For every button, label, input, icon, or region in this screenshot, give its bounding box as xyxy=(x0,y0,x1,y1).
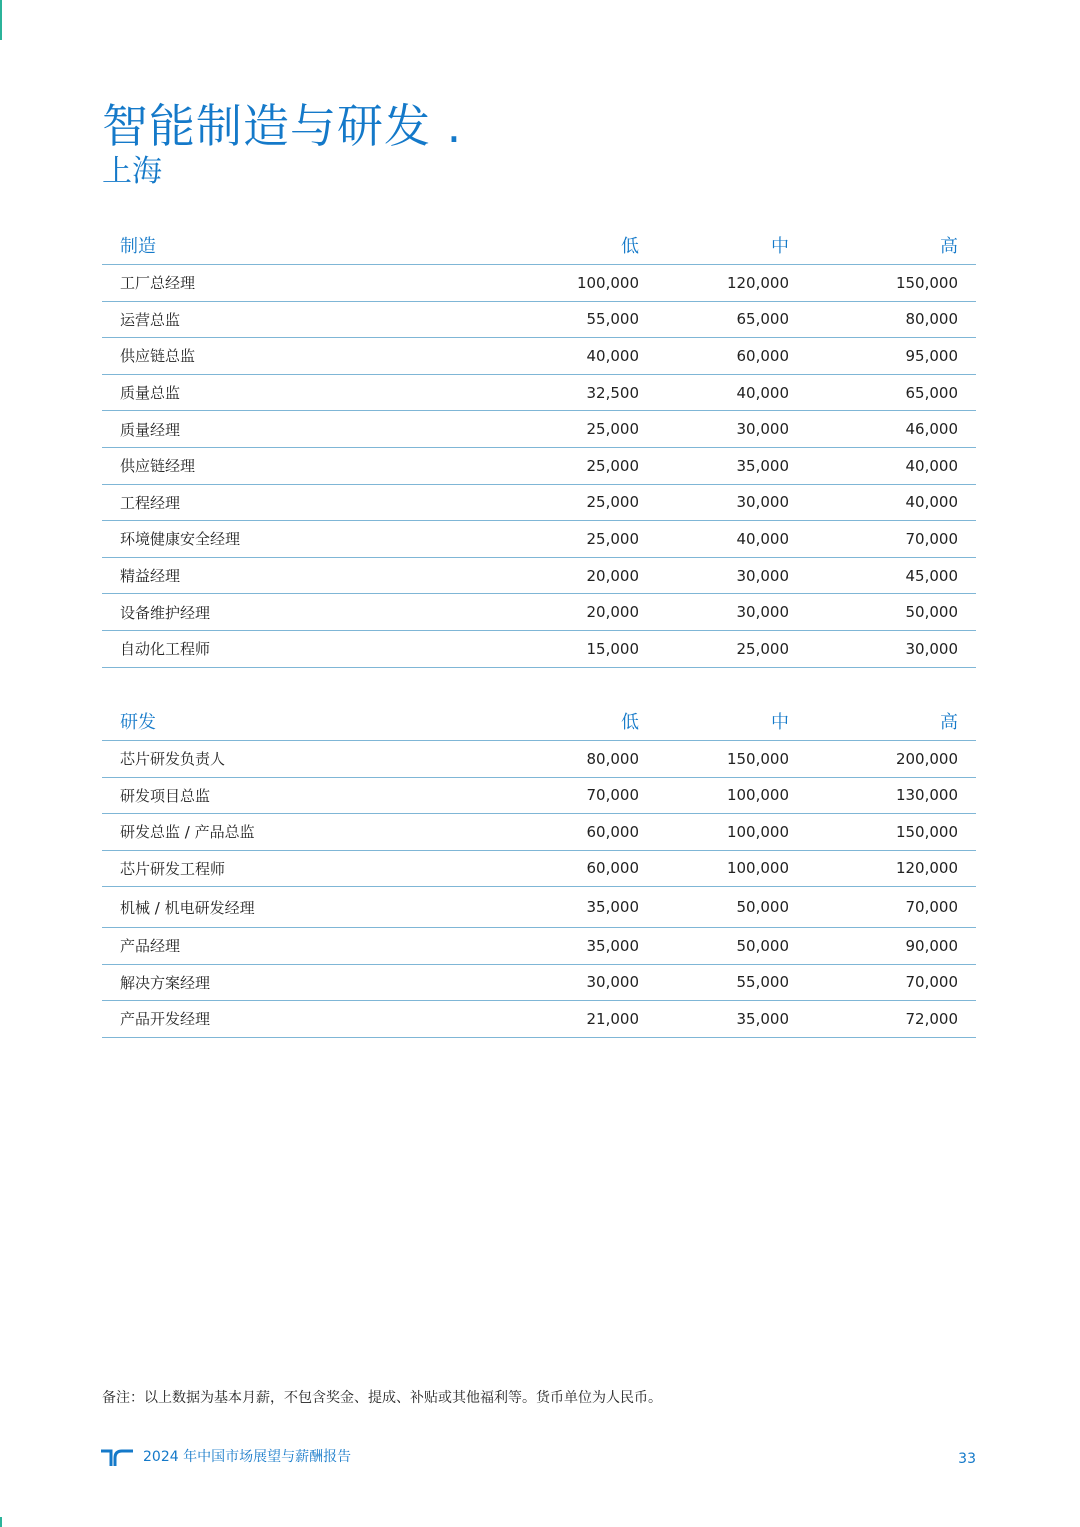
salary-mid: 100,000 xyxy=(657,814,807,851)
edge-accent-top xyxy=(0,0,2,40)
job-title: 产品开发经理 xyxy=(102,1001,522,1038)
job-title: 研发项目总监 xyxy=(102,777,522,814)
salary-mid: 30,000 xyxy=(657,594,807,631)
salary-high: 72,000 xyxy=(807,1001,976,1038)
job-title: 解决方案经理 xyxy=(102,964,522,1001)
salary-low: 70,000 xyxy=(522,777,657,814)
table-row xyxy=(102,630,976,667)
salary-high: 70,000 xyxy=(807,521,976,558)
salary-high: 40,000 xyxy=(807,447,976,484)
salary-mid: 60,000 xyxy=(657,338,807,375)
salary-low: 25,000 xyxy=(522,484,657,521)
job-title: 芯片研发负责人 xyxy=(102,741,522,778)
job-title: 芯片研发工程师 xyxy=(102,850,522,887)
table-row xyxy=(102,301,976,338)
header-category: 制造 xyxy=(102,226,522,265)
table-row xyxy=(102,594,976,631)
header-mid: 中 xyxy=(657,702,807,741)
salary-mid: 100,000 xyxy=(657,850,807,887)
table-row xyxy=(102,265,976,302)
job-title: 研发总监 / 产品总监 xyxy=(102,814,522,851)
header-category: 研发 xyxy=(102,702,522,741)
salary-high: 40,000 xyxy=(807,484,976,521)
salary-low: 35,000 xyxy=(522,928,657,965)
salary-mid: 120,000 xyxy=(657,265,807,302)
table-row xyxy=(102,741,976,778)
salary-low: 21,000 xyxy=(522,1001,657,1038)
brand-logo-icon xyxy=(100,1448,134,1468)
job-title: 设备维护经理 xyxy=(102,594,522,631)
salary-mid: 150,000 xyxy=(657,741,807,778)
rnd-salary-table xyxy=(102,702,976,1038)
salary-low: 32,500 xyxy=(522,374,657,411)
salary-low: 60,000 xyxy=(522,850,657,887)
salary-low: 30,000 xyxy=(522,964,657,1001)
salary-low: 35,000 xyxy=(522,887,657,928)
salary-mid: 100,000 xyxy=(657,777,807,814)
salary-low: 40,000 xyxy=(522,338,657,375)
salary-mid: 65,000 xyxy=(657,301,807,338)
salary-low: 25,000 xyxy=(522,521,657,558)
job-title: 供应链经理 xyxy=(102,447,522,484)
table-row xyxy=(102,338,976,375)
salary-low: 100,000 xyxy=(522,265,657,302)
report-title: 2024 年中国市场展望与薪酬报告 xyxy=(143,1449,352,1465)
table-header-row xyxy=(102,226,976,265)
salary-mid: 30,000 xyxy=(657,411,807,448)
job-title: 产品经理 xyxy=(102,928,522,965)
header-low: 低 xyxy=(522,226,657,265)
job-title: 机械 / 机电研发经理 xyxy=(102,887,522,928)
table-row xyxy=(102,521,976,558)
job-title: 质量经理 xyxy=(102,411,522,448)
table-row xyxy=(102,374,976,411)
salary-high: 46,000 xyxy=(807,411,976,448)
salary-high: 70,000 xyxy=(807,887,976,928)
manufacturing-salary-table xyxy=(102,226,976,668)
table-row xyxy=(102,411,976,448)
job-title: 质量总监 xyxy=(102,374,522,411)
salary-mid: 40,000 xyxy=(657,521,807,558)
job-title: 工程经理 xyxy=(102,484,522,521)
header-low: 低 xyxy=(522,702,657,741)
salary-high: 65,000 xyxy=(807,374,976,411)
salary-low: 20,000 xyxy=(522,557,657,594)
salary-mid: 30,000 xyxy=(657,557,807,594)
page-number: 33 xyxy=(958,1451,976,1467)
table-row xyxy=(102,484,976,521)
table-row xyxy=(102,887,976,928)
salary-low: 20,000 xyxy=(522,594,657,631)
job-title: 自动化工程师 xyxy=(102,630,522,667)
table-row xyxy=(102,777,976,814)
job-title: 环境健康安全经理 xyxy=(102,521,522,558)
salary-high: 120,000 xyxy=(807,850,976,887)
page-title: 智能制造与研发 . xyxy=(102,99,463,153)
footnote: 备注：以上数据为基本月薪，不包含奖金、提成、补贴或其他福利等。货币单位为人民币。 xyxy=(102,1390,662,1406)
salary-low: 60,000 xyxy=(522,814,657,851)
table-row xyxy=(102,1001,976,1038)
salary-low: 80,000 xyxy=(522,741,657,778)
salary-high: 150,000 xyxy=(807,814,976,851)
table-row xyxy=(102,447,976,484)
salary-high: 95,000 xyxy=(807,338,976,375)
salary-low: 55,000 xyxy=(522,301,657,338)
salary-high: 90,000 xyxy=(807,928,976,965)
salary-high: 70,000 xyxy=(807,964,976,1001)
salary-high: 45,000 xyxy=(807,557,976,594)
salary-mid: 35,000 xyxy=(657,1001,807,1038)
salary-high: 50,000 xyxy=(807,594,976,631)
salary-low: 25,000 xyxy=(522,411,657,448)
job-title: 供应链总监 xyxy=(102,338,522,375)
table-row xyxy=(102,964,976,1001)
salary-mid: 25,000 xyxy=(657,630,807,667)
salary-low: 15,000 xyxy=(522,630,657,667)
header-high: 高 xyxy=(807,226,976,265)
job-title: 工厂总经理 xyxy=(102,265,522,302)
salary-low: 25,000 xyxy=(522,447,657,484)
table-header-row xyxy=(102,702,976,741)
table-row xyxy=(102,814,976,851)
salary-mid: 35,000 xyxy=(657,447,807,484)
table-row xyxy=(102,557,976,594)
header-high: 高 xyxy=(807,702,976,741)
salary-mid: 50,000 xyxy=(657,928,807,965)
page-subtitle: 上海 xyxy=(102,154,162,189)
table-row xyxy=(102,850,976,887)
salary-high: 200,000 xyxy=(807,741,976,778)
salary-high: 130,000 xyxy=(807,777,976,814)
salary-high: 150,000 xyxy=(807,265,976,302)
table-row xyxy=(102,928,976,965)
salary-mid: 55,000 xyxy=(657,964,807,1001)
salary-mid: 30,000 xyxy=(657,484,807,521)
salary-mid: 40,000 xyxy=(657,374,807,411)
header-mid: 中 xyxy=(657,226,807,265)
salary-mid: 50,000 xyxy=(657,887,807,928)
salary-high: 80,000 xyxy=(807,301,976,338)
job-title: 精益经理 xyxy=(102,557,522,594)
edge-accent-bottom xyxy=(0,1517,2,1527)
salary-high: 30,000 xyxy=(807,630,976,667)
job-title: 运营总监 xyxy=(102,301,522,338)
